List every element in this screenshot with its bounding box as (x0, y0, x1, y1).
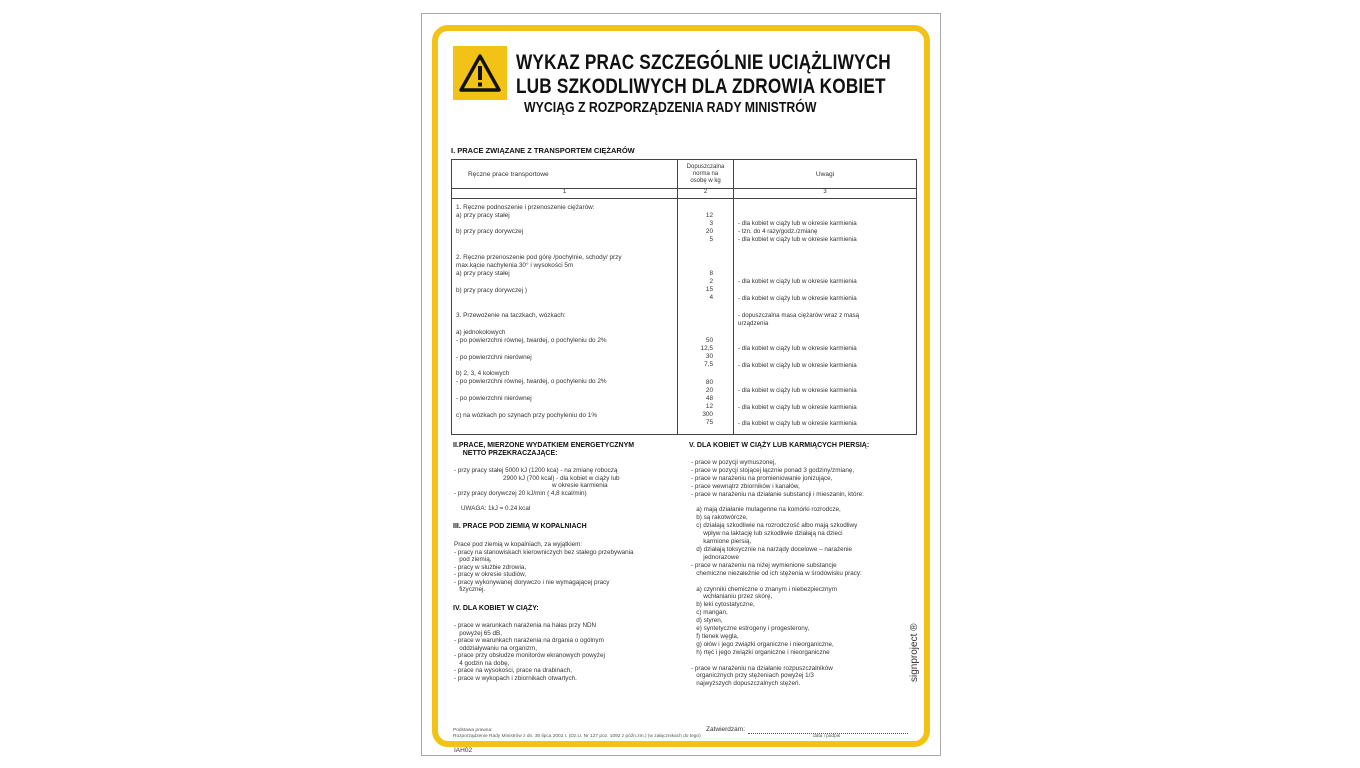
table-body-row (452, 199, 917, 435)
list-item: max.kącie nachylenia 30° i wysokości 5m (456, 262, 574, 269)
remark: - dla kobiet w ciąży lub w okresie karmienia (738, 236, 857, 243)
col-number-3: 3 (734, 189, 917, 199)
remark: urządzenia (738, 320, 769, 327)
table-header-row (452, 160, 917, 189)
norm-value: 7,5 (704, 361, 713, 368)
body-col-3 (734, 199, 917, 435)
remark: - dla kobiet w ciąży lub w okresie karmienia (738, 220, 857, 227)
legal-basis-label: Podstawa prawna: (453, 728, 493, 733)
approved-label: Zatwierdzam: (706, 726, 746, 733)
norm-value: 50 (705, 337, 713, 344)
header-col-1: Ręczne prace transportowe (452, 160, 678, 189)
sign-sheet (421, 13, 941, 756)
warning-box (453, 46, 507, 100)
norm-value: 8 (709, 270, 713, 277)
remark: - dla kobiet w ciąży lub w okresie karmienia (738, 295, 857, 302)
list-item: b) przy pracy dorywczej ) (456, 287, 528, 294)
list-item: c) na wózkach po szynach przy pochyleniu do 1% (456, 412, 598, 419)
sign-code: IAH02 (454, 747, 473, 754)
norm-value: 2 (709, 278, 713, 285)
table-number-row (452, 189, 917, 199)
body-col-1 (452, 199, 678, 435)
col-number-1: 1 (452, 189, 678, 199)
list-item: b) 2, 3, 4 kołowych (456, 370, 510, 377)
list-item: b) przy pracy dorywczej (456, 228, 524, 235)
list-item: a) przy pracy stałej (456, 270, 510, 277)
section-3-body: Prace pod ziemią w kopalniach, za wyjątkiem: - pracy na stanowiskach kierowniczych bez stałego przebywania pod ziemią, - pracy w służbie zdrowia, - pracy w okresie studiów, - pracy wykonywanej dorywczo i nie wymagającej pracy fizycznej. (454, 541, 634, 593)
norm-value: 20 (705, 228, 713, 235)
sign-title (516, 51, 936, 117)
list-item: - po powierzchni nierównej (456, 395, 532, 402)
remark: - dopuszczalna masa ciężarów wraz z masą (738, 312, 860, 319)
norm-value: 80 (705, 379, 713, 386)
title-subtitle: WYCIĄG Z ROZPORZĄDZENIA RADY MINISTRÓW (524, 99, 817, 116)
norm-value: 15 (705, 286, 713, 293)
legal-basis-text: Rozporządzenie Rady Ministrów z dn. 30 lipca 2002 r. (Dz.U. Nr 127 poz. 1092 z późn.zm.) (w załącznikach do tego) (453, 734, 701, 739)
list-item: - po powierzchni równej, twardej, o pochyleniu do 2% (456, 337, 607, 344)
body-col-2 (678, 199, 734, 435)
title-line-2: LUB SZKODLIWYCH DLA ZDROWIA KOBIET (516, 75, 886, 98)
list-item: 1. Ręczne podnoszenie i przenoszenie ciężarów: (456, 204, 595, 211)
signature-hint: data i podpis (813, 734, 841, 739)
norm-value: 3 (709, 220, 713, 227)
norm-value: 75 (705, 419, 713, 426)
warning-triangle-icon (458, 53, 502, 93)
section-5-heading: V. DLA KOBIET W CIĄŻY LUB KARMIĄCYCH PIERSIĄ: (689, 442, 870, 449)
section-1-heading: I. PRACE ZWIĄZANE Z TRANSPORTEM CIĘŻARÓW (451, 146, 635, 155)
header-col-2: Dopuszczalna norma na osobę w kg (678, 160, 734, 189)
norm-value: 12 (705, 403, 713, 410)
remark: - dla kobiet w ciąży lub w okresie karmienia (738, 387, 857, 394)
list-item: a) przy pracy stałej (456, 212, 510, 219)
remark: - tzn. do 4 razy/godz./zmianę (738, 228, 818, 235)
section-3-heading: III. PRACE POD ZIEMIĄ W KOPALNIACH (453, 523, 587, 530)
header-col-3: Uwagi (734, 160, 917, 189)
norm-value: 30 (705, 353, 713, 360)
list-item: - po powierzchni nierównej (456, 354, 532, 361)
title-line-1: WYKAZ PRAC SZCZEGÓLNIE UCIĄŻLIWYCH (516, 51, 891, 74)
norm-value: 48 (705, 395, 713, 402)
norm-value: 300 (702, 411, 713, 418)
remark: - dla kobiet w ciąży lub w okresie karmienia (738, 420, 857, 427)
list-item: 2. Ręczne przenoszenie pod górę /pochylnie, schody/ przy (456, 254, 622, 261)
remark: - dla kobiet w ciąży lub w okresie karmienia (738, 345, 857, 352)
list-item: 3. Przewożenie na taczkach, wózkach: (456, 312, 566, 319)
section-4-body: - prace w warunkach narażenia na hałas przy NDN powyżej 65 dB, - prace w warunkach narażenia na drgania o ogólnym oddziaływaniu na organizm, - prace przy obsłudze monitorów ekranowych powyżej 4 godzin na dobę, - prace na wysokości, prace na drabinach, - prace w wykopach i zbiornikach otwartych. (454, 622, 605, 682)
brand-mark: signproject ® (909, 623, 920, 682)
section-2-heading: II.PRACE, MIERZONE WYDATKIEM ENERGETYCZNYM NETTO PRZEKRACZAJĄCE: (453, 442, 635, 457)
list-item: - po powierzchni równej, twardej, o pochyleniu do 2% (456, 378, 607, 385)
yellow-frame (432, 25, 930, 747)
section-4-heading: IV. DLA KOBIET W CIĄŻY: (453, 605, 539, 612)
section-2-body: - przy pracy stałej 5000 kJ (1200 kca) - na zmianę roboczą 2900 kJ (700 kcal) - dla kobiet w ciąży lub w okresie karmienia - przy pracy dorywczej 20 kJ/min ( 4,8 kcal/min) UWAGA: 1kJ = 0.24 kcal (454, 467, 620, 512)
transport-table (451, 159, 917, 435)
list-item: a) jednokołowych (456, 329, 506, 336)
remark: - dla kobiet w ciąży lub w okresie karmienia (738, 278, 857, 285)
signature-line (748, 733, 908, 734)
norm-value: 12,5 (700, 345, 713, 352)
section-5-body: - prace w pozycji wymuszonej, - prace w pozycji stojącej łącznie ponad 3 godziny/zmianę, - prace w narażeniu na promieniowanie jonizujące, - prace wewnątrz zbiorników i kanałów, - prace w narażeniu na działanie substancji i mieszanin, które: a) mają działanie mutagenne na komórki rozrodcze, b) są rakotwórcze, c) działają szkodliwie na rozrodczość albo mają szkodliwy wpływ na laktację lub szkodliwie działają na dzieci karmione piersią, d) działają toksycznie na narządy docelowe – narażenie jednorazowe - prace w narażeniu na niżej wymienione substancje chemiczne niezależnie od ich stężenia w środowisku pracy: a) czynniki chemiczne o znanym i niebezpiecznym wchłanianiu przez skórę, b) leki cytostatyczne, c) mangan, d) styren, e) syntetyczne estrogeny i progesterony, f) tlenek węgla, g) ołów i jego związki organiczne i nieorganiczne, h) rtęć i jego związki organiczne i nieorganiczne - prace w narażeniu na działanie rozpuszczalników organicznych przy stężeniach powyżej 1/3 najwyższych dopuszczalnych stężeń. (691, 459, 864, 688)
norm-value: 12 (705, 212, 713, 219)
remark: - dla kobiet w ciąży lub w okresie karmienia (738, 362, 857, 369)
norm-value: 20 (705, 387, 713, 394)
norm-value: 4 (709, 294, 713, 301)
remark: - dla kobiet w ciąży lub w okresie karmienia (738, 404, 857, 411)
col-number-2: 2 (678, 189, 734, 199)
norm-value: 5 (709, 236, 713, 243)
